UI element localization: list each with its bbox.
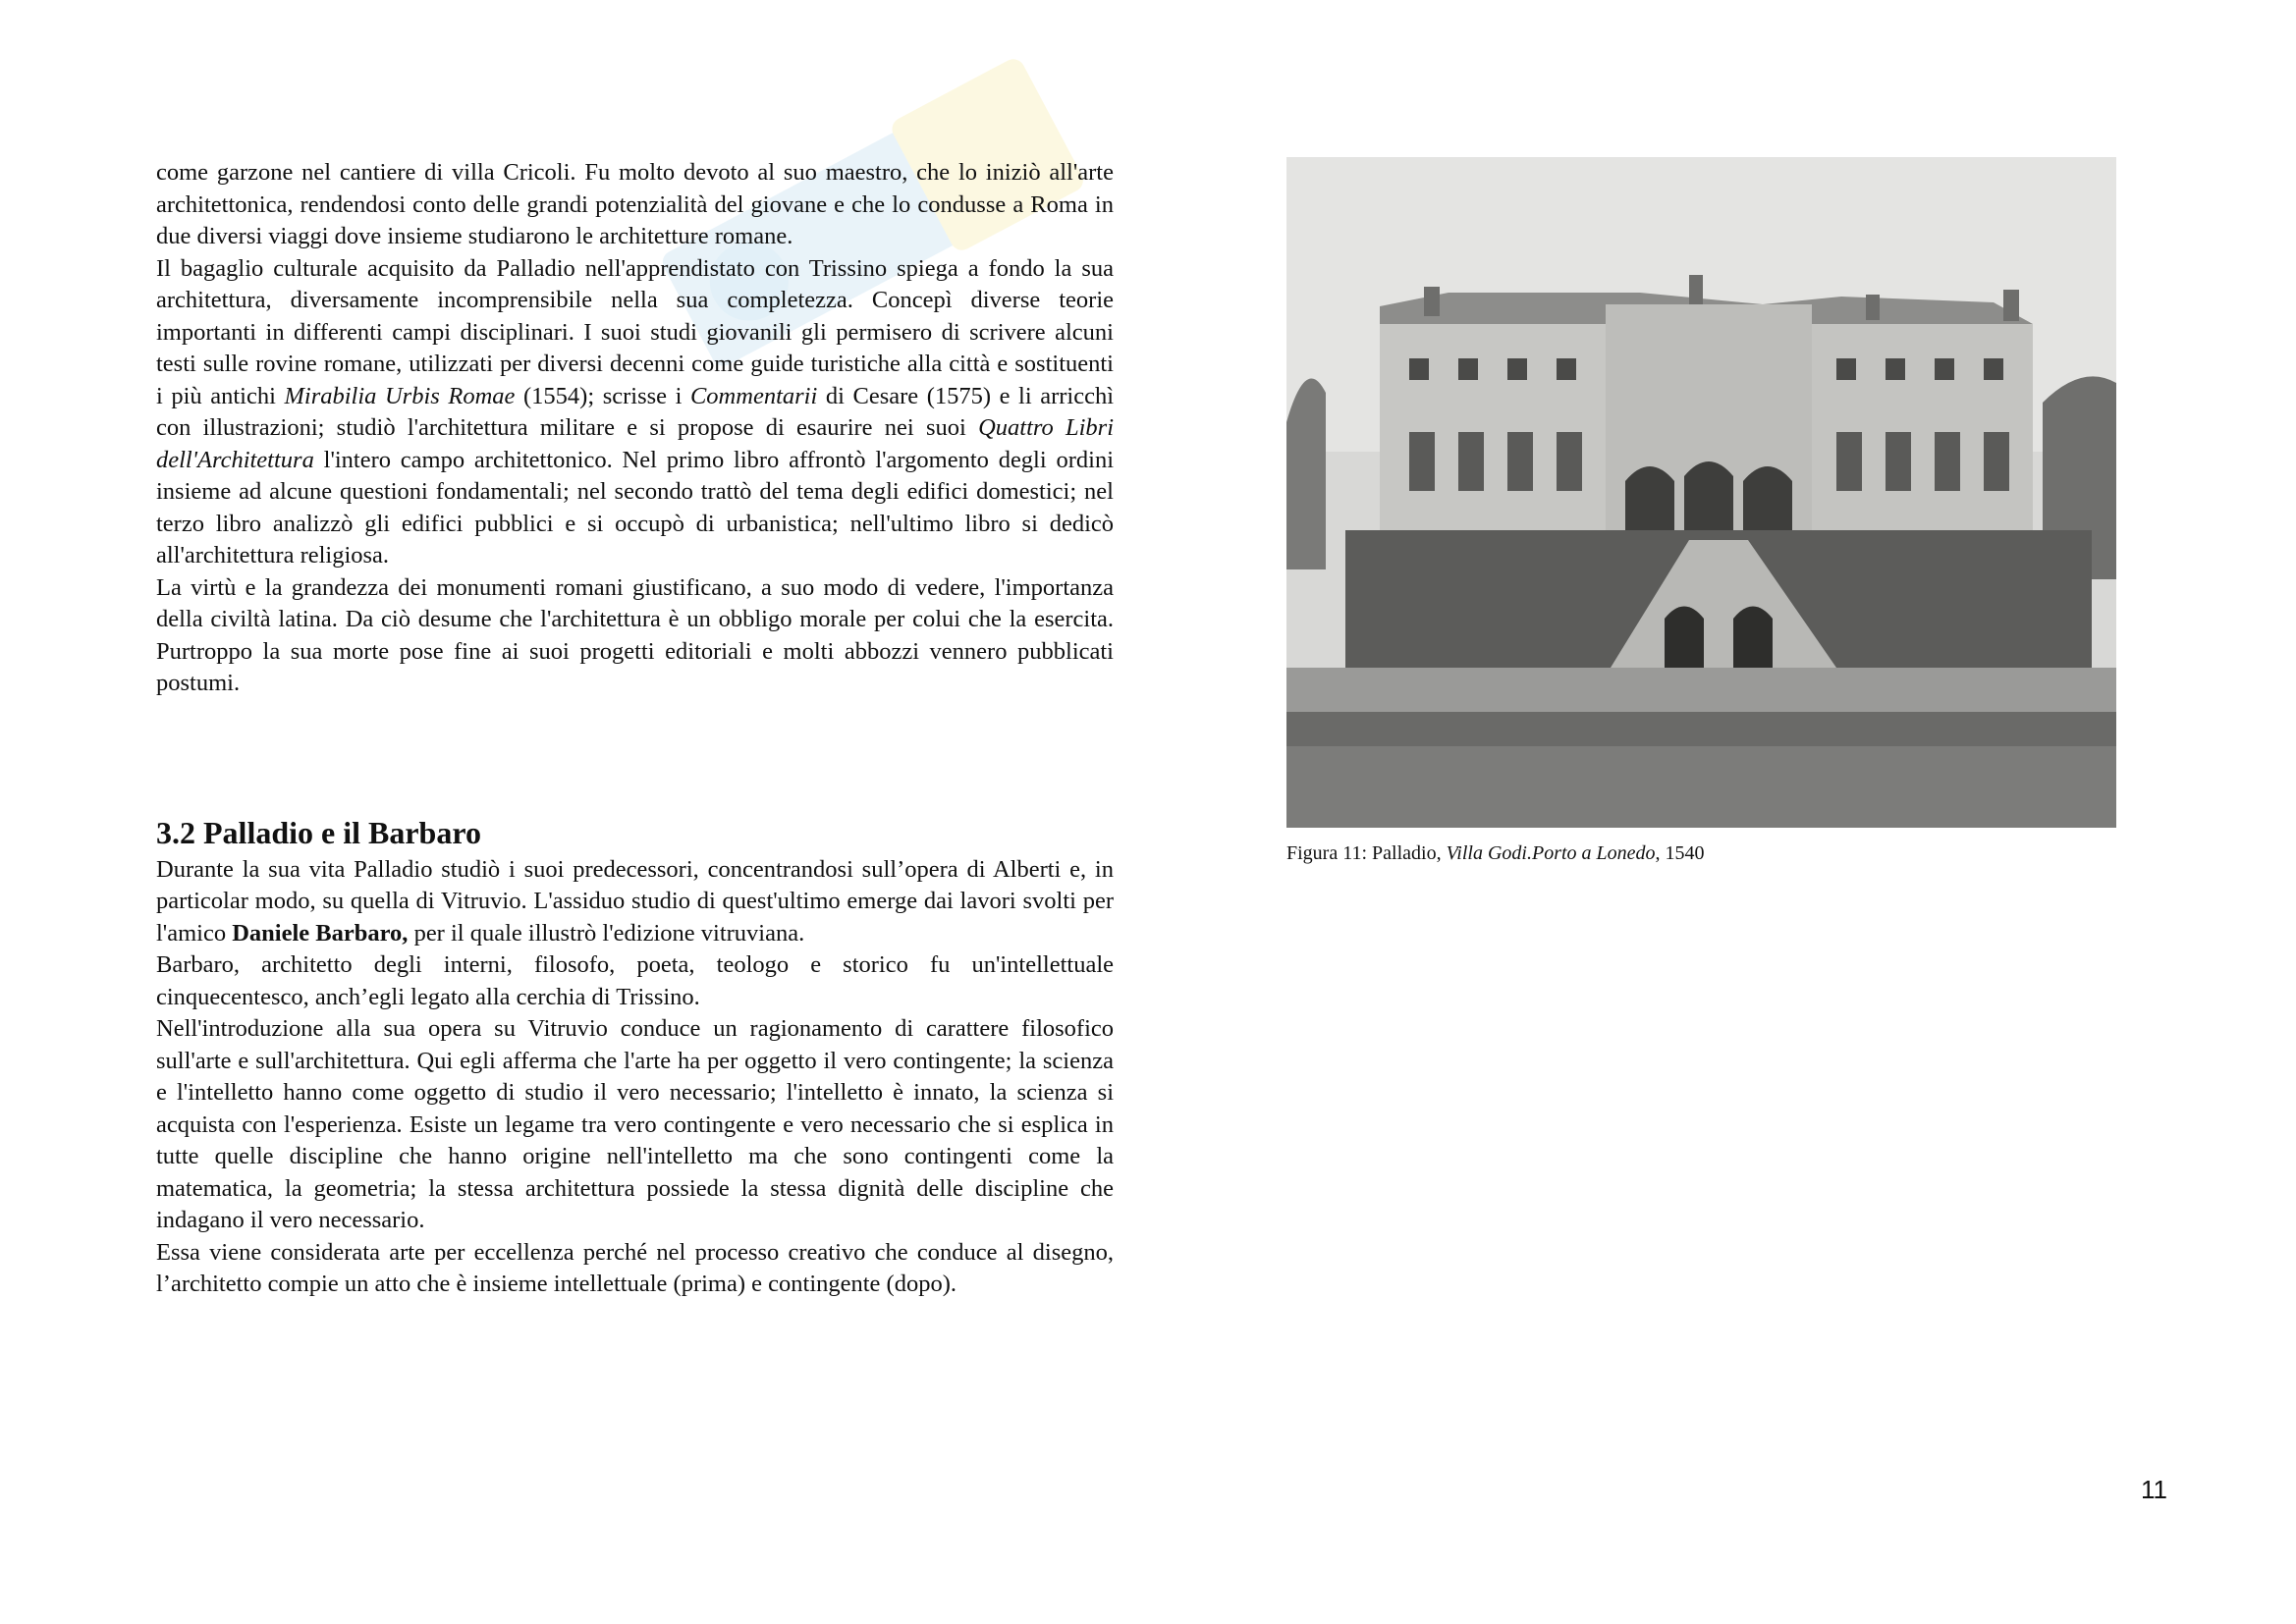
paragraph-introduction: Nell'introduzione alla sua opera su Vitruvio conduce un ragionamento di carattere filosofico sull'arte e sull'architettura. Qui egli afferma che l'arte ha per oggetto il vero contingente; la scienza e l'intelletto hanno come oggetto di studio il vero necessario; l'intelletto è innato, la scienza si acquista con l'esperienza. Esiste un legame tra vero contingente e vero necessario che si esplica in tutte quelle discipline che hanno origine nell'intelletto ma che sono contingenti come la matematica, la geometria; la stessa architettura possiede la stessa dignità delle discipline che indagano il vero necessario.	[156, 1015, 1114, 1233]
paragraph-art-excellence: Essa viene considerata arte per eccellenza perché nel processo creativo che conduce al disegno, l’architetto compie un atto che è insieme intellettuale (prima) e contingente (dopo).	[156, 1238, 1114, 1297]
paragraph-barbaro: Barbaro, architetto degli interni, filosofo, poeta, teologo e storico fu un'intellettuale cinquecentesco, anch’egli legato alla cerchia di Trissino.	[156, 951, 1114, 1010]
section-heading: 3.2 Palladio e il Barbaro	[156, 814, 481, 850]
paragraph-predecessors: Durante la sua vita Palladio studiò i suoi predecessori, concentrandosi sull’opera di Alberti e, in particolar modo, su quella di Vitruvio. L'assiduo studio di quest'ultimo emerge dai lavori svolti per l'amico Daniele Barbaro, per il quale illustrò l'edizione vitruviana.	[156, 855, 1114, 947]
italic-title: Commentarii	[689, 382, 818, 409]
italic-title: Mirabilia Urbis Romae	[284, 382, 516, 409]
italic-title: Quattro Libri dell'Architettura	[156, 414, 1115, 473]
page-number: 11	[2141, 1475, 2167, 1504]
figure-caption: Figura 11: Palladio, Villa Godi.Porto a Lonedo, 1540	[1286, 842, 1705, 864]
paragraph-apprenticeship: come garzone nel cantiere di villa Cricoli. Fu molto devoto al suo maestro, che lo iniziò all'arte architettonica, rendendosi conto delle grandi potenzialità del giovane e che lo condusse a Roma in due diversi viaggi dove insieme studiarono le architetture romane.	[156, 159, 1114, 249]
bold-name: Daniele Barbaro,	[232, 919, 409, 947]
paragraph-culture: Il bagaglio culturale acquisito da Palladio nell'apprendistato con Trissino spiega a fondo la sua architettura, diversamente incomprensibile nella sua completezza. Concepì diverse teorie importanti in differenti campi disciplinari. I suoi studi giovanili gli permisero di scrivere alcuni testi sulle rovine romane, utilizzati per diversi decenni come guide turistiche alla città e sostituenti i più antichi Mirabilia Urbis Romae (1554); scrisse i Commentarii di Cesare (1575) e li arricchì con illustrazioni; studiò l'architettura militare e si propose di esaurire nei suoi Quattro Libri dell'Architettura l'intero campo architettonico. Nel primo libro affrontò l'argomento degli ordini insieme ad alcune questioni fondamentali; nel secondo trattò del tema degli edifici domestici; nel terzo libro analizzò gli edifici pubblici e si occupò di urbanistica; nell'ultimo libro si dedicò all'architettura religiosa.	[156, 254, 1115, 568]
paragraph-roman-monuments: La virtù e la grandezza dei monumenti romani giustificano, a suo modo di vedere, l'importanza della civiltà latina. Da ciò desume che l'architettura è un obbligo morale per colui che la esercita. Purtroppo la sua morte pose fine ai suoi progetti editoriali e molti abbozzi vennero pubblicati postumi.	[156, 573, 1114, 696]
villa-photograph	[1286, 157, 2116, 828]
main-text-column	[156, 157, 1114, 1301]
